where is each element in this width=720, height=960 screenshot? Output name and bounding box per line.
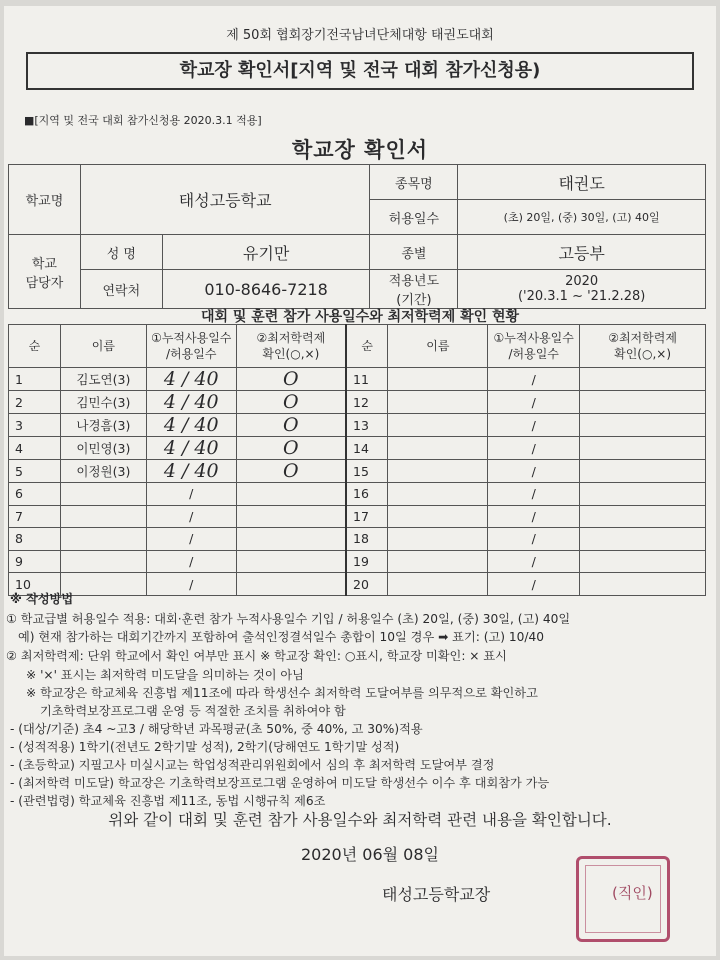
year-label: 적용년도 (기간) [370, 270, 458, 309]
used-days-right: / [488, 483, 580, 506]
student-name [60, 528, 146, 551]
table-row [9, 391, 706, 414]
header-days-right: ①누적사용일수 /허용일수 [488, 325, 580, 368]
min-grade-check-right [580, 414, 706, 437]
min-grade-check [236, 505, 346, 528]
student-name: 이정원(3) [60, 460, 146, 483]
document-page [4, 6, 716, 956]
student-name-right [388, 437, 488, 460]
header-no: 순 [9, 325, 61, 368]
roster-table [8, 324, 706, 596]
header-name: 이름 [60, 325, 146, 368]
row-no: 1 [9, 368, 61, 391]
row-no-right: 16 [346, 483, 388, 506]
row-no-right: 20 [346, 573, 388, 596]
instruction-line: ※ '×' 표시는 최저학력 미도달을 의미하는 것이 아님 [26, 668, 304, 682]
row-no: 10 [9, 573, 61, 596]
header-name-right: 이름 [388, 325, 488, 368]
used-days-right: / [488, 460, 580, 483]
used-days-right: / [488, 414, 580, 437]
table-row [9, 505, 706, 528]
row-no: 3 [9, 414, 61, 437]
row-no-right: 19 [346, 550, 388, 573]
table-row [9, 483, 706, 506]
used-days: 4 / 40 [146, 414, 236, 437]
contact-label: 연락처 [80, 270, 162, 309]
min-grade-check: O [236, 391, 346, 414]
instruction-line: - (관련법령) 학교체육 진흥법 제11조, 동법 시행규칙 제6조 [10, 794, 326, 808]
used-days: / [146, 483, 236, 506]
student-name: 이민영(3) [60, 437, 146, 460]
used-days: 4 / 40 [146, 460, 236, 483]
used-days-right: / [488, 550, 580, 573]
used-days-right: / [488, 505, 580, 528]
event-label: 종목명 [370, 165, 458, 200]
used-days-right: / [488, 368, 580, 391]
used-days: 4 / 40 [146, 368, 236, 391]
instruction-line: 예) 현재 참가하는 대회기간까지 포함하여 출석인정결석일수 총합이 10일 경우 ➡ 표기: (고) 10/40 [18, 630, 544, 644]
min-grade-check: O [236, 414, 346, 437]
header-check: ②최저학력제 확인(○,×) [236, 325, 346, 368]
row-no-right: 13 [346, 414, 388, 437]
school-name: 태성고등학교 [80, 165, 370, 235]
form-title-box: 학교장 확인서[지역 및 전국 대회 참가신청용) [26, 52, 694, 90]
min-grade-check [236, 483, 346, 506]
min-grade-check [236, 550, 346, 573]
table-row [9, 528, 706, 551]
manager-name: 유기만 [162, 235, 370, 270]
table-row [9, 414, 706, 437]
student-name [60, 505, 146, 528]
row-no-right: 17 [346, 505, 388, 528]
used-days: 4 / 40 [146, 437, 236, 460]
min-grade-check-right [580, 483, 706, 506]
student-name [60, 550, 146, 573]
instruction-line: ① 학교급별 허용일수 적용: 대회·훈련 참가 누적사용일수 기입 / 허용일수 (초) 20일, (중) 30일, (고) 40일 [6, 612, 571, 626]
seal-mark: (직인) [612, 884, 653, 902]
row-no: 2 [9, 391, 61, 414]
min-grade-check-right [580, 528, 706, 551]
allowed-days-label: 허용일수 [370, 200, 458, 235]
school-label: 학교명 [9, 165, 81, 235]
category-label: 종별 [370, 235, 458, 270]
student-name-right [388, 391, 488, 414]
row-no: 7 [9, 505, 61, 528]
min-grade-check-right [580, 437, 706, 460]
table-row [9, 550, 706, 573]
event-heading: 제 50회 협회장기전국남녀단체대항 태권도대회 [226, 28, 494, 43]
min-grade-check: O [236, 460, 346, 483]
student-name-right [388, 483, 488, 506]
table-row [9, 437, 706, 460]
category-value: 고등부 [458, 235, 706, 270]
row-no-right: 14 [346, 437, 388, 460]
confirmation-statement: 위와 같이 대회 및 훈련 참가 사용일수와 최저학력 관련 내용을 확인합니다. [108, 811, 612, 829]
student-name-right [388, 528, 488, 551]
row-no: 9 [9, 550, 61, 573]
instruction-line: - (최저학력 미도달) 학교장은 기초학력보장프로그램 운영하여 미도달 학생선수 이수 후 대회참가 가능 [10, 776, 550, 790]
student-name-right [388, 368, 488, 391]
used-days: 4 / 40 [146, 391, 236, 414]
min-grade-check [236, 528, 346, 551]
student-name: 나경흠(3) [60, 414, 146, 437]
min-grade-check-right [580, 550, 706, 573]
instruction-line: 기초학력보장프로그램 운영 등 적절한 조치를 취하여야 함 [40, 704, 346, 718]
row-no-right: 15 [346, 460, 388, 483]
instruction-line: - (성적적용) 1학기(전년도 2학기말 성적), 2학기(당해연도 1학기말 성적) [10, 740, 400, 754]
allowed-days-value: (초) 20일, (중) 30일, (고) 40일 [458, 200, 706, 235]
student-name-right [388, 505, 488, 528]
instruction-line: - (대상/기준) 초4 ~고3 / 해당학년 과목평균(초 50%, 중 40%, 고 30%)적용 [10, 722, 423, 736]
used-days-right: / [488, 528, 580, 551]
row-no: 6 [9, 483, 61, 506]
table-row [9, 368, 706, 391]
header-no-right: 순 [346, 325, 388, 368]
used-days-right: / [488, 573, 580, 596]
manager-label: 학교 담당자 [9, 235, 81, 309]
min-grade-check-right [580, 391, 706, 414]
row-no-right: 18 [346, 528, 388, 551]
table-row [9, 460, 706, 483]
used-days: / [146, 528, 236, 551]
min-grade-check-right [580, 460, 706, 483]
document-title: 학교장 확인서 [291, 138, 429, 162]
student-name: 김민수(3) [60, 391, 146, 414]
student-name: 김도연(3) [60, 368, 146, 391]
principal-title: 태성고등학교장 [382, 885, 491, 904]
used-days: / [146, 505, 236, 528]
year-value: 2020 ('20.3.1 ~ '21.2.28) [458, 270, 706, 309]
header-days: ①누적사용일수 /허용일수 [146, 325, 236, 368]
instruction-line: - (초등학교) 지필고사 미실시교는 학업성적관리위원회에서 심의 후 최저학력 도달여부 결정 [10, 758, 495, 772]
event-name: 태권도 [458, 165, 706, 200]
used-days-right: / [488, 391, 580, 414]
row-no: 5 [9, 460, 61, 483]
instruction-line: ※ 작성방법 [10, 592, 74, 606]
row-no: 4 [9, 437, 61, 460]
min-grade-check: O [236, 437, 346, 460]
student-name-right [388, 414, 488, 437]
instruction-line: ② 최저학력제: 단위 학교에서 확인 여부만 표시 ※ 학교장 확인: ○표시, 학교장 미확인: × 표시 [6, 649, 507, 663]
header-check-right: ②최저학력제 확인(○,×) [580, 325, 706, 368]
application-note: ■[지역 및 전국 대회 참가신청용 2020.3.1 적용] [24, 114, 262, 127]
section-title: 대회 및 훈련 참가 사용일수와 최저학력제 확인 현황 [200, 309, 520, 325]
min-grade-check-right [580, 368, 706, 391]
student-name-right [388, 550, 488, 573]
student-name [60, 483, 146, 506]
used-days: / [146, 550, 236, 573]
row-no-right: 11 [346, 368, 388, 391]
used-days: / [146, 573, 236, 596]
contact-value: 010-8646-7218 [162, 270, 370, 309]
instruction-line: ※ 학교장은 학교체육 진흥법 제11조에 따라 학생선수 최저학력 도달여부를 의무적으로 확인하고 [26, 686, 538, 700]
school-info-table [8, 164, 706, 309]
row-no-right: 12 [346, 391, 388, 414]
issue-date: 2020년 06월 08일 [301, 845, 439, 864]
student-name-right [388, 460, 488, 483]
min-grade-check-right [580, 505, 706, 528]
row-no: 8 [9, 528, 61, 551]
name-label: 성 명 [80, 235, 162, 270]
min-grade-check: O [236, 368, 346, 391]
used-days-right: / [488, 437, 580, 460]
